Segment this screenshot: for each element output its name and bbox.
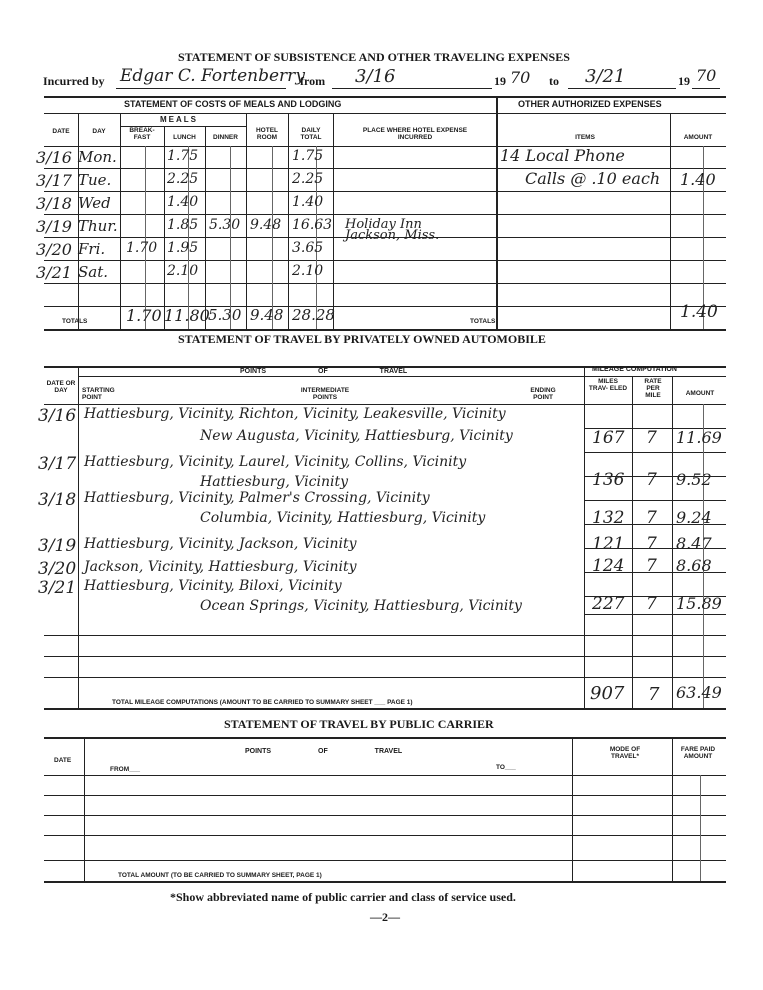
meal-date-cell: 3/16 xyxy=(36,148,72,167)
carrier-col-date: DATE xyxy=(54,757,72,764)
meal-daily-cell: 2.25 xyxy=(292,171,324,187)
col-lunch: LUNCH xyxy=(173,134,196,141)
auto-amount-cell: 11.69 xyxy=(676,428,722,447)
auto-route-line-2: Ocean Springs, Vicinity, Hattiesburg, Vicinity xyxy=(200,598,522,614)
incurred-by-label: Incurred by xyxy=(43,74,105,88)
year-2: 70 xyxy=(696,66,717,85)
carrier-total-label: TOTAL AMOUNT (TO BE CARRIED TO SUMMARY SHEET, PAGE 1) xyxy=(118,872,322,879)
auto-rate-cell: 7 xyxy=(646,508,657,528)
meal-day-cell: Tue. xyxy=(78,171,112,189)
auto-amount-cell: 15.89 xyxy=(676,594,722,613)
auto-route-line-1: Hattiesburg, Vicinity, Palmer's Crossing, Vicinity xyxy=(84,490,430,506)
carrier-points-label: POINTS OF TRAVEL xyxy=(245,748,403,755)
auto-amount-cell: 9.52 xyxy=(676,470,712,489)
auto-total-amount: 63.49 xyxy=(676,683,722,702)
meal-lunch-cell: 1.85 xyxy=(167,217,199,233)
auto-amount-cell: 8.47 xyxy=(676,534,712,553)
meal-day-cell: Fri. xyxy=(78,240,106,258)
auto-amount-cell: 8.68 xyxy=(676,556,712,575)
col-date: DATE xyxy=(52,128,70,135)
auto-route-line-1: Hattiesburg, Vicinity, Jackson, Vicinity xyxy=(84,536,357,552)
auto-miles-cell: 227 xyxy=(592,594,625,614)
year-1: 70 xyxy=(510,68,531,87)
col-daily: DAILY TOTAL xyxy=(300,127,322,141)
meal-place-cell: Jackson, Miss. xyxy=(345,228,440,243)
total-hotel: 9.48 xyxy=(250,306,284,324)
auto-date-cell: 3/17 xyxy=(38,454,77,474)
from-label: from xyxy=(300,74,326,88)
other-item-amount: 1.40 xyxy=(680,170,716,189)
auto-col-starting: STARTING POINT xyxy=(82,387,115,401)
auto-points-label: POINTS OF TRAVEL xyxy=(240,368,408,375)
other-item-line-2: Calls @ .10 each xyxy=(525,169,661,188)
meal-day-cell: Mon. xyxy=(78,148,117,166)
auto-route-line-2: Hattiesburg, Vicinity xyxy=(200,474,348,490)
auto-rate-cell: 7 xyxy=(646,470,657,490)
meal-daily-cell: 2.10 xyxy=(292,263,324,279)
auto-total-rate: 7 xyxy=(648,684,660,705)
meal-day-cell: Sat. xyxy=(78,263,109,281)
meal-dinner-cell: 5.30 xyxy=(209,217,241,233)
auto-rate-cell: 7 xyxy=(646,594,657,614)
auto-rate-cell: 7 xyxy=(646,428,657,448)
auto-date-cell: 3/16 xyxy=(38,406,77,426)
other-section-title: OTHER AUTHORIZED EXPENSES xyxy=(518,99,662,109)
auto-miles-cell: 132 xyxy=(592,508,625,528)
auto-route-line-1: Jackson, Vicinity, Hattiesburg, Vicinity xyxy=(84,559,357,575)
auto-mileage-label: MILEAGE COMPUTATION xyxy=(592,366,677,373)
auto-col-rate: RATE PER MILE xyxy=(644,378,662,399)
auto-col-miles: MILES TRAV- ELED xyxy=(588,378,628,392)
meal-day-cell: Thur. xyxy=(78,217,118,235)
col-dinner: DINNER xyxy=(213,134,238,141)
form-title: STATEMENT OF SUBSISTENCE AND OTHER TRAVELING EXPENSES xyxy=(178,50,570,64)
auto-date-cell: 3/18 xyxy=(38,490,77,510)
auto-col-amount: AMOUNT xyxy=(685,390,715,397)
meals-group-label: MEALS xyxy=(160,115,198,124)
year-prefix-1: 19 xyxy=(494,74,506,88)
meal-lunch-cell: 1.95 xyxy=(167,240,199,256)
carrier-col-fare: FARE PAID AMOUNT xyxy=(680,746,716,760)
auto-route-line-1: Hattiesburg, Vicinity, Richton, Vicinity, Leakesville, Vicinity xyxy=(84,406,506,422)
meal-daily-cell: 1.40 xyxy=(292,194,324,210)
meals-section-title: STATEMENT OF COSTS OF MEALS AND LODGING xyxy=(124,99,342,109)
col-place: PLACE WHERE HOTEL EXPENSE INCURRED xyxy=(362,127,468,141)
incurred-by-value: Edgar C. Fortenberry xyxy=(120,66,305,86)
auto-route-line-2: Columbia, Vicinity, Hattiesburg, Vicinity xyxy=(200,510,486,526)
auto-date-cell: 3/19 xyxy=(38,536,77,556)
auto-route-line-2: New Augusta, Vicinity, Hattiesburg, Vicinity xyxy=(200,428,513,444)
auto-col-date: DATE OR DAY xyxy=(46,380,76,394)
auto-total-label: TOTAL MILEAGE COMPUTATIONS (AMOUNT TO BE CARRIED TO SUMMARY SHEET ___ PAGE 1) xyxy=(112,699,413,706)
other-totals-label: TOTALS xyxy=(470,318,496,325)
meal-lunch-cell: 2.10 xyxy=(167,263,199,279)
meal-date-cell: 3/18 xyxy=(36,194,72,213)
meal-daily-cell: 3.65 xyxy=(292,240,324,256)
from-date: 3/16 xyxy=(355,66,396,87)
footer-note: *Show abbreviated name of public carrier and class of service used. xyxy=(170,890,516,904)
other-total: 1.40 xyxy=(680,302,718,322)
meal-date-cell: 3/17 xyxy=(36,171,72,190)
auto-miles-cell: 136 xyxy=(592,470,625,490)
auto-date-cell: 3/21 xyxy=(38,578,77,598)
auto-miles-cell: 167 xyxy=(592,428,625,448)
page-number: —2— xyxy=(370,910,400,924)
meal-date-cell: 3/20 xyxy=(36,240,72,259)
auto-miles-cell: 124 xyxy=(592,556,625,576)
total-dinner: 5.30 xyxy=(208,306,242,324)
auto-col-intermediate: INTERMEDIATE POINTS xyxy=(300,387,350,401)
col-items: ITEMS xyxy=(575,134,595,141)
total-daily: 28.28 xyxy=(292,306,335,324)
meal-lunch-cell: 1.40 xyxy=(167,194,199,210)
auto-section-title: STATEMENT OF TRAVEL BY PRIVATELY OWNED AUTOMOBILE xyxy=(178,332,546,346)
auto-col-ending: ENDING POINT xyxy=(530,387,556,401)
meal-place-cell: Holiday Inn xyxy=(345,217,422,232)
carrier-from-label: FROM___ xyxy=(110,766,140,773)
meal-date-cell: 3/21 xyxy=(36,263,72,282)
other-item-line-1: 14 Local Phone xyxy=(500,146,625,165)
total-breakfast: 1.70 xyxy=(126,306,162,325)
auto-rate-cell: 7 xyxy=(646,534,657,554)
auto-amount-cell: 9.24 xyxy=(676,508,712,527)
col-hotel: HOTEL ROOM xyxy=(255,127,279,141)
auto-route-line-1: Hattiesburg, Vicinity, Laurel, Vicinity, Collins, Vicinity xyxy=(84,454,467,470)
year-prefix-2: 19 xyxy=(678,74,690,88)
meal-lunch-cell: 1.75 xyxy=(167,148,199,164)
col-day: DAY xyxy=(92,128,106,135)
meal-breakfast-cell: 1.70 xyxy=(126,240,158,256)
meal-hotel-cell: 9.48 xyxy=(250,217,282,233)
meal-day-cell: Wed xyxy=(78,194,111,212)
carrier-col-mode: MODE OF TRAVEL* xyxy=(609,746,641,760)
meals-totals-label: TOTALS xyxy=(62,318,88,325)
auto-date-cell: 3/20 xyxy=(38,559,77,579)
meal-daily-cell: 1.75 xyxy=(292,148,324,164)
meal-lunch-cell: 2.25 xyxy=(167,171,199,187)
meal-daily-cell: 16.63 xyxy=(292,217,333,233)
meal-date-cell: 3/19 xyxy=(36,217,72,236)
carrier-section-title: STATEMENT OF TRAVEL BY PUBLIC CARRIER xyxy=(224,717,494,731)
auto-total-miles: 907 xyxy=(590,683,625,704)
carrier-to-label: TO___ xyxy=(496,764,516,771)
to-label: to xyxy=(549,74,559,88)
auto-miles-cell: 121 xyxy=(592,534,625,554)
col-breakfast: BREAK- FAST xyxy=(129,127,155,141)
col-amount: AMOUNT xyxy=(683,134,713,141)
total-lunch: 11.80 xyxy=(164,306,210,325)
to-date: 3/21 xyxy=(585,66,626,87)
auto-rate-cell: 7 xyxy=(646,556,657,576)
auto-route-line-1: Hattiesburg, Vicinity, Biloxi, Vicinity xyxy=(84,578,342,594)
